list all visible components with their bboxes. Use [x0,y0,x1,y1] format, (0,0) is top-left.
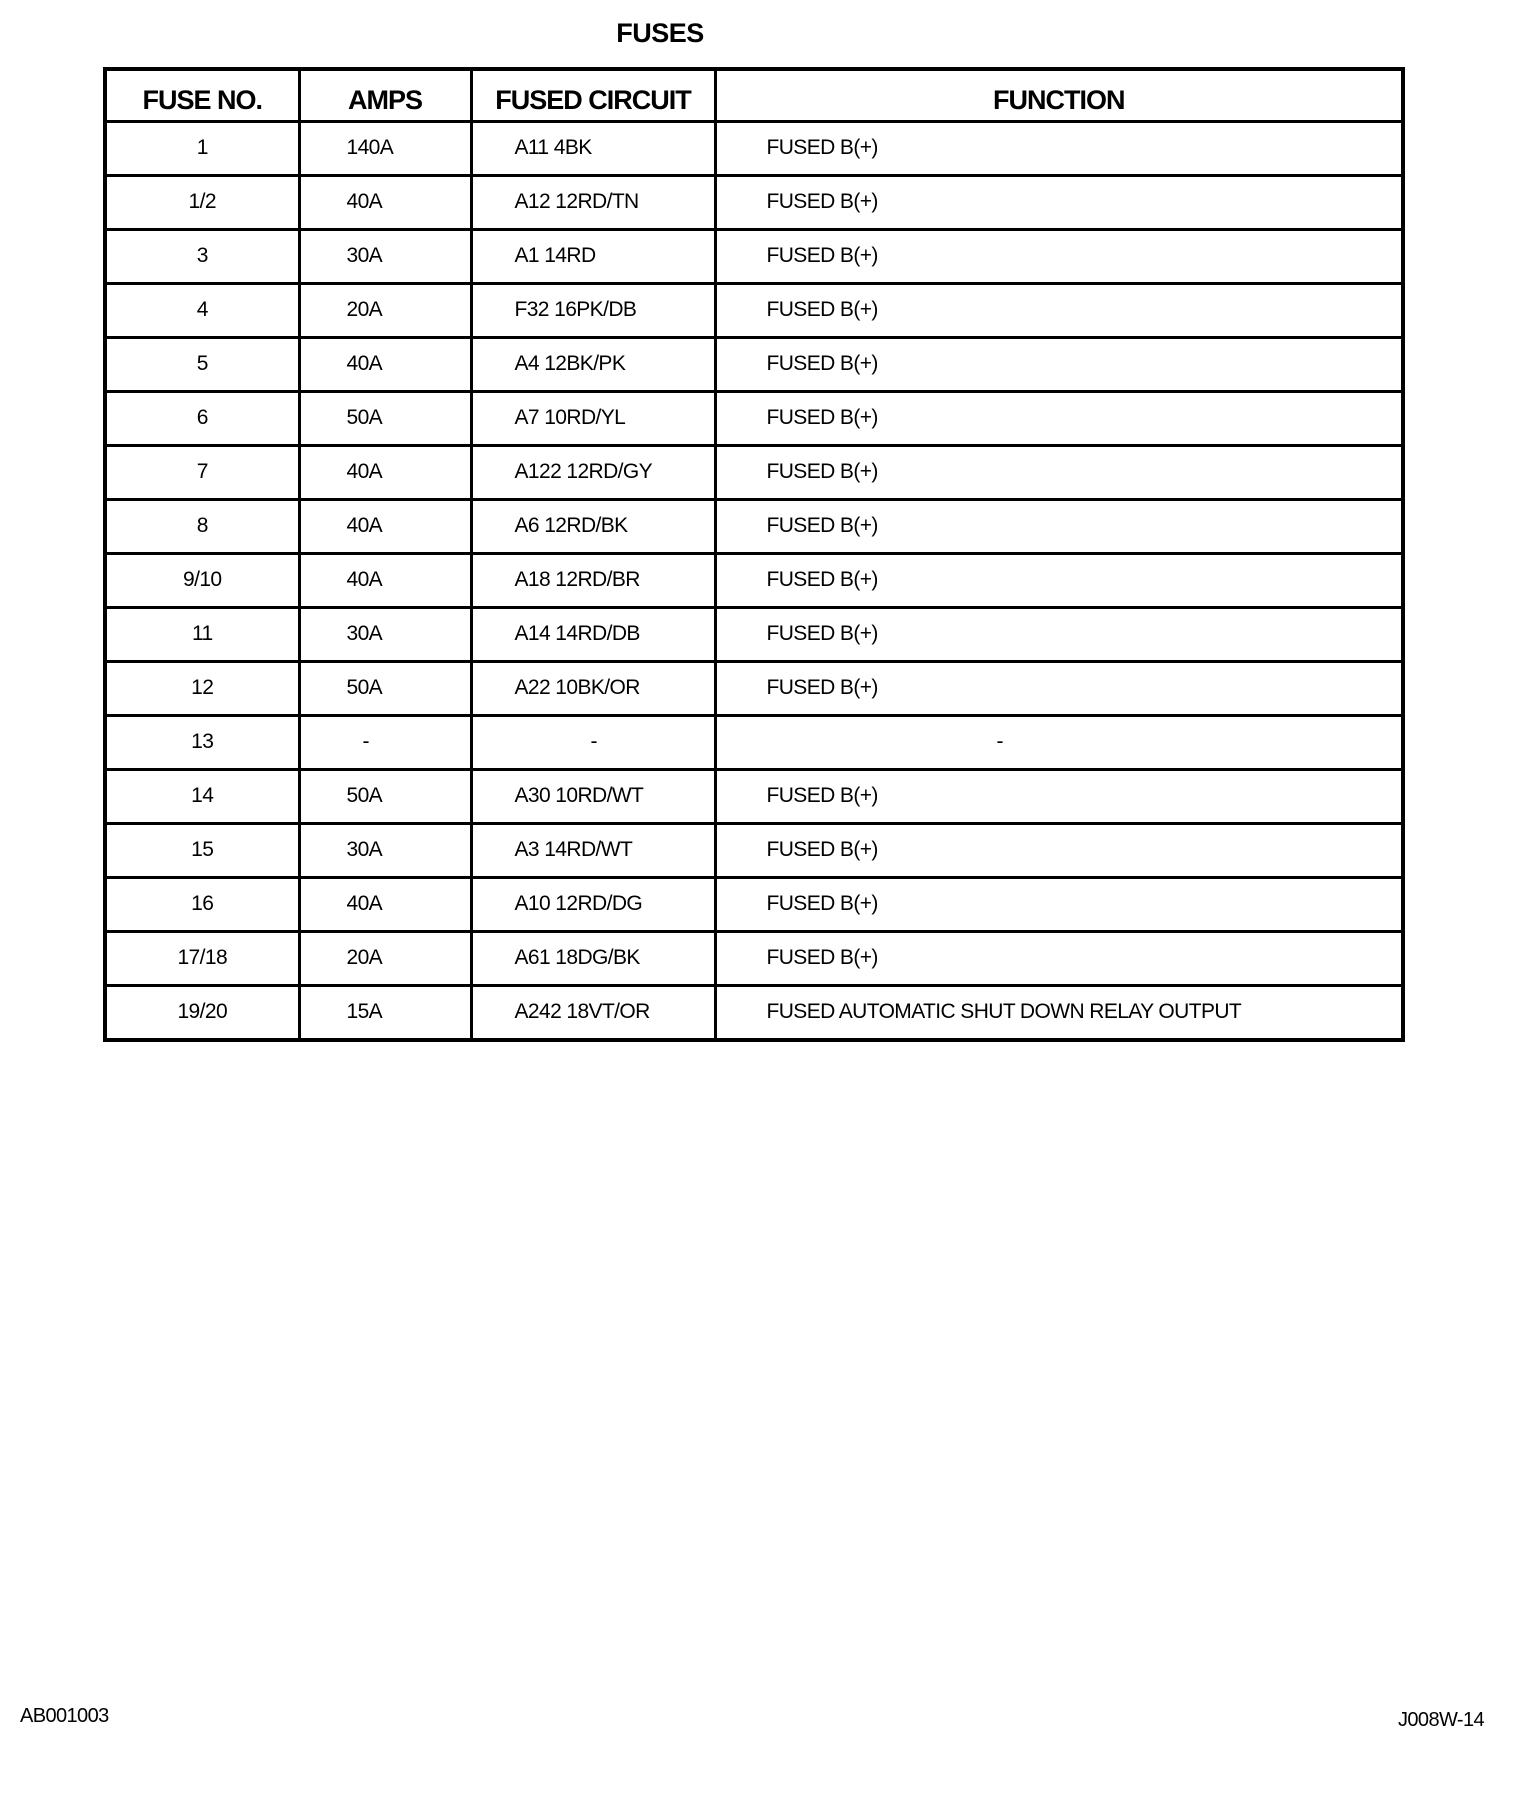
fuse-amps: 40A [299,553,471,607]
fuse-number: 15 [105,823,299,877]
table-row [105,877,1403,931]
table-row [105,229,1403,283]
fuse-function: FUSED B(+) [715,499,1403,553]
fuse-number: 8 [105,499,299,553]
fuse-function: - [715,715,1403,769]
fused-circuit: A7 10RD/YL [471,391,715,445]
table-header-row [105,69,1403,121]
fused-circuit: A3 14RD/WT [471,823,715,877]
fuse-function: FUSED B(+) [715,769,1403,823]
fused-circuit: A18 12RD/BR [471,553,715,607]
fused-circuit: A6 12RD/BK [471,499,715,553]
fuse-amps: 30A [299,229,471,283]
fuse-number: 5 [105,337,299,391]
fuse-number: 1 [105,121,299,175]
fuse-amps: 50A [299,661,471,715]
fuse-number: 4 [105,283,299,337]
fuse-number: 19/20 [105,985,299,1040]
fuse-number: 3 [105,229,299,283]
fuse-function: FUSED B(+) [715,229,1403,283]
fused-circuit: A22 10BK/OR [471,661,715,715]
fuse-function: FUSED B(+) [715,445,1403,499]
fuse-table [103,67,1405,1042]
fuse-amps: 40A [299,337,471,391]
table-row [105,121,1403,175]
table-row [105,607,1403,661]
fused-circuit: A1 14RD [471,229,715,283]
fuse-function: FUSED B(+) [715,877,1403,931]
fuse-number: 13 [105,715,299,769]
fuse-function: FUSED AUTOMATIC SHUT DOWN RELAY OUTPUT [715,985,1403,1040]
header-function: FUNCTION [715,69,1403,121]
fuse-number: 12 [105,661,299,715]
table-row [105,391,1403,445]
fused-circuit: F32 16PK/DB [471,283,715,337]
fused-circuit: A11 4BK [471,121,715,175]
fuse-amps: 40A [299,877,471,931]
document-code: AB001003 [20,1705,109,1727]
table-row [105,337,1403,391]
table-row [105,661,1403,715]
figure-code: J008W-14 [1398,1709,1484,1731]
fuse-amps: 20A [299,283,471,337]
fuse-number: 17/18 [105,931,299,985]
fused-circuit: A10 12RD/DG [471,877,715,931]
fuse-function: FUSED B(+) [715,823,1403,877]
fuse-amps: 30A [299,823,471,877]
fuse-function: FUSED B(+) [715,175,1403,229]
fuse-number: 11 [105,607,299,661]
fused-circuit: A242 18VT/OR [471,985,715,1040]
header-fused-circuit: FUSED CIRCUIT [471,69,715,121]
fuse-number: 14 [105,769,299,823]
fuse-amps: 20A [299,931,471,985]
fused-circuit: A4 12BK/PK [471,337,715,391]
fuse-function: FUSED B(+) [715,607,1403,661]
fuse-amps: 50A [299,391,471,445]
fuse-amps: - [299,715,471,769]
table-row [105,445,1403,499]
fuse-amps: 50A [299,769,471,823]
table-row [105,283,1403,337]
table-row [105,931,1403,985]
fused-circuit: - [471,715,715,769]
header-fuse-no: FUSE NO. [105,69,299,121]
fuse-number: 6 [105,391,299,445]
fuse-amps: 30A [299,607,471,661]
fused-circuit: A122 12RD/GY [471,445,715,499]
fuse-function: FUSED B(+) [715,391,1403,445]
fused-circuit: A30 10RD/WT [471,769,715,823]
fuse-function: FUSED B(+) [715,283,1403,337]
fuse-function: FUSED B(+) [715,121,1403,175]
table-row [105,985,1403,1040]
fuse-amps: 140A [299,121,471,175]
page-title: FUSES [616,18,704,48]
fuse-number: 7 [105,445,299,499]
fuse-number: 1/2 [105,175,299,229]
fused-circuit: A14 14RD/DB [471,607,715,661]
fuse-amps: 40A [299,499,471,553]
fuse-amps: 15A [299,985,471,1040]
table-row [105,499,1403,553]
header-amps: AMPS [299,69,471,121]
table-row [105,553,1403,607]
fused-circuit: A12 12RD/TN [471,175,715,229]
fuse-function: FUSED B(+) [715,931,1403,985]
fuse-function: FUSED B(+) [715,661,1403,715]
fuse-amps: 40A [299,445,471,499]
fuse-number: 16 [105,877,299,931]
table-row [105,175,1403,229]
fuse-function: FUSED B(+) [715,337,1403,391]
fuse-function: FUSED B(+) [715,553,1403,607]
table-row [105,715,1403,769]
table-row [105,769,1403,823]
fuse-number: 9/10 [105,553,299,607]
fuse-amps: 40A [299,175,471,229]
table-row [105,823,1403,877]
fused-circuit: A61 18DG/BK [471,931,715,985]
